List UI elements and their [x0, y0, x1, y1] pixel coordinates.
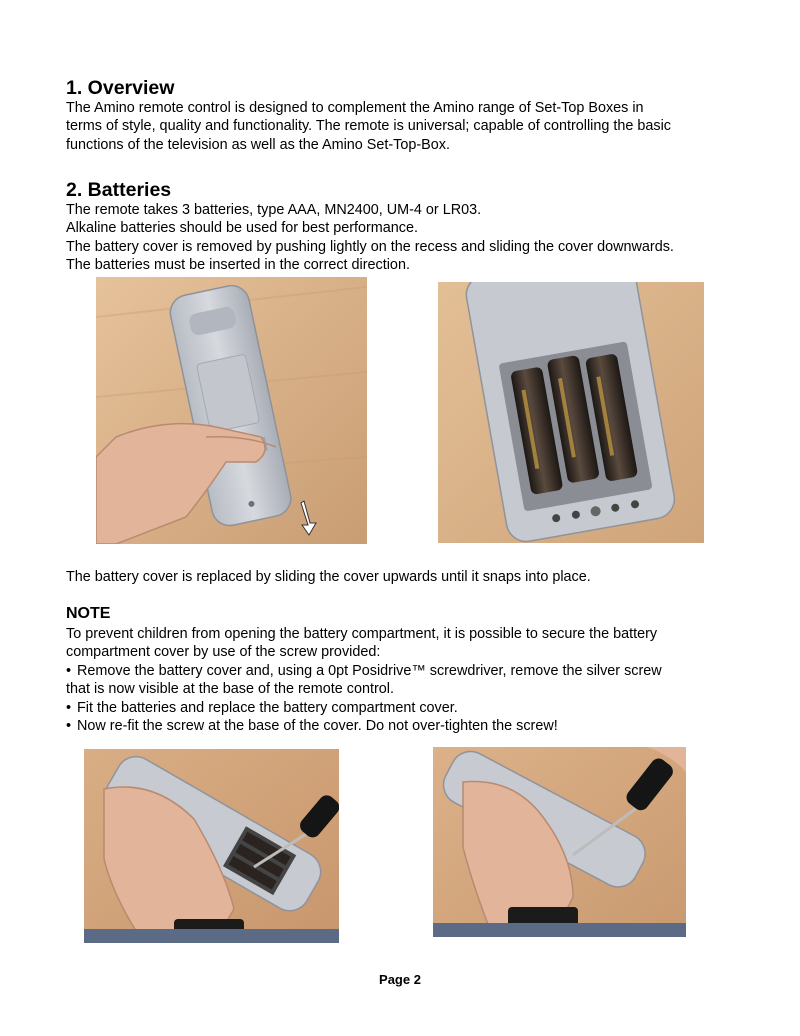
note-bullet-list	[66, 662, 766, 735]
overview-line-3: functions of the television as well as the Amino Set-Top-Box.	[66, 136, 450, 153]
note-bullet-2-line-1: Fit the batteries and replace the battery compartment cover.	[77, 699, 458, 716]
batteries-line-2: Alkaline batteries should be used for best performance.	[66, 220, 418, 237]
page-number: Page 2	[379, 972, 421, 987]
note-bullet-3-line-1: Now re-fit the screw at the base of the cover. Do not over-tighten the screw!	[77, 717, 558, 734]
photo-remove-screw-image	[84, 749, 339, 943]
note-paragraph	[66, 625, 756, 662]
note-line-1: To prevent children from opening the battery compartment, it is possible to secure the battery	[66, 626, 658, 642]
bullet-mark: •	[66, 699, 72, 716]
bullet-mark: •	[66, 663, 72, 679]
photo-remove-screw	[84, 749, 339, 943]
note-bullet-1-line-1: Remove the battery cover and, using a 0pt Posidrive™ screwdriver, remove the silver screw	[77, 663, 662, 679]
batteries-paragraph	[66, 201, 756, 274]
bullet-mark: •	[66, 717, 72, 734]
overview-paragraph	[66, 99, 756, 154]
note-heading: NOTE	[66, 605, 111, 622]
note-line-2: compartment cover by use of the screw provided:	[66, 644, 381, 661]
overview-line-1: The Amino remote control is designed to complement the Amino range of Set-Top Boxes in	[66, 100, 644, 116]
photo-remove-cover	[96, 277, 367, 544]
photo-battery-compartment-image	[438, 282, 704, 543]
note-bullet-1	[66, 662, 766, 680]
batteries-heading: 2. Batteries	[66, 179, 172, 201]
batteries-line-3: The battery cover is removed by pushing lightly on the recess and sliding the cover downwards.	[66, 238, 674, 255]
overview-heading: 1. Overview	[66, 77, 175, 99]
photo-refit-screw	[433, 747, 686, 937]
overview-line-2: terms of style, quality and functionality. The remote is universal; capable of controlling the basic	[66, 118, 671, 135]
batteries-line-4: The batteries must be inserted in the correct direction.	[66, 256, 410, 273]
replace-cover-line: The battery cover is replaced by sliding the cover upwards until it snaps into place.	[66, 569, 591, 585]
batteries-line-1: The remote takes 3 batteries, type AAA, MN2400, UM-4 or LR03.	[66, 202, 482, 218]
note-bullet-1-cont	[66, 680, 766, 698]
note-bullet-2	[66, 699, 766, 717]
photo-remove-cover-image	[96, 277, 367, 544]
photo-refit-screw-image	[433, 747, 686, 937]
note-bullet-3	[66, 717, 766, 735]
photo-battery-compartment	[438, 282, 704, 543]
note-bullet-1-line-2: that is now visible at the base of the remote control.	[66, 681, 394, 698]
replace-cover-text	[66, 568, 756, 586]
